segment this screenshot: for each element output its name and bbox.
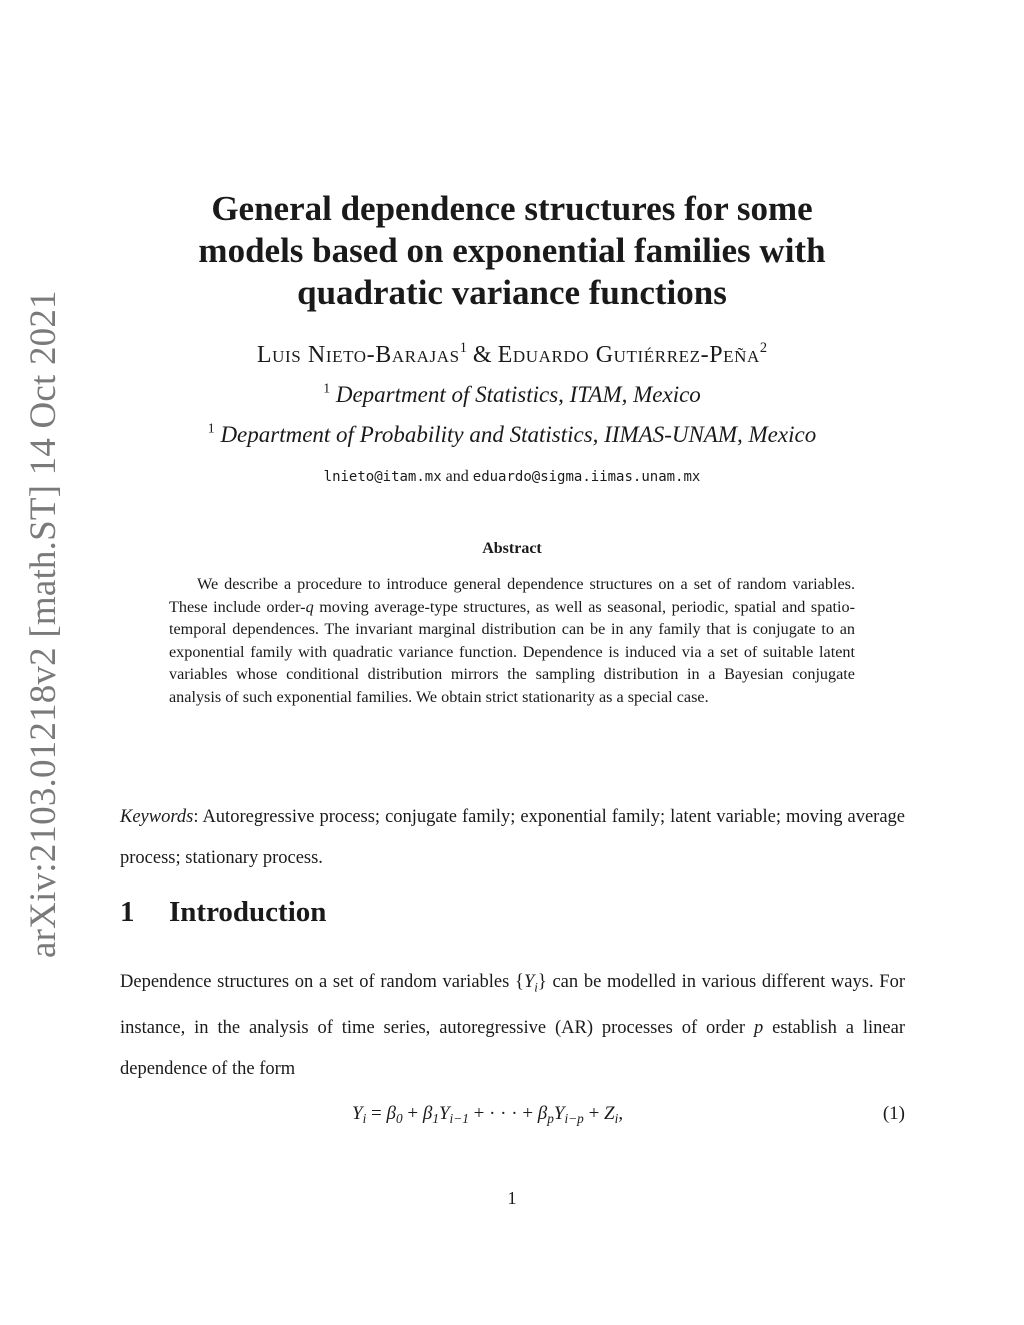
abstract-text: moving average-type structures, as well as seasonal, periodic, spatial and spatio-temporal dependences. The invariant marginal distribution can be in any family that is conjugate to an exponential family with quadratic variance function. Dependence is induced via a set of suitable latent variables whose conditional distribution mirrors the sampling distribution in a Bayesian conjugate analysis of such exponential families. We obtain strict stationarity as a special case. xyxy=(169,597,855,706)
affiliation-mark: 1 xyxy=(323,380,331,396)
equation-1 xyxy=(120,1103,905,1135)
abstract-text: We describe a procedure to introduce general dependence structures on a set of random variables. These include order- xyxy=(169,575,855,616)
equation-number: (1) xyxy=(882,1103,905,1124)
keywords-label: Keywords xyxy=(120,807,194,827)
title-line: quadratic variance functions xyxy=(297,273,727,312)
keywords-text: Autoregressive process; conjugate family; exponential family; latent variable; moving average process; stationary process. xyxy=(120,807,905,868)
section-title: Introduction xyxy=(169,896,327,928)
intro-text: Dependence structures on a set of random variables { xyxy=(120,972,524,992)
email-link[interactable]: eduardo@sigma.iimas.unam.mx xyxy=(472,469,701,485)
affiliation xyxy=(120,421,904,449)
math-symbol: Y xyxy=(523,972,535,992)
affiliation-text: Department of Statistics, ITAM, Mexico xyxy=(335,382,701,407)
title-line: models based on exponential families with xyxy=(198,231,826,270)
math-symbol: p xyxy=(753,1018,764,1039)
keywords xyxy=(120,797,905,879)
author-emails xyxy=(120,466,904,488)
math-subscript: i xyxy=(534,979,538,995)
arxiv-identifier[interactable]: arXiv:2103.01218v2 [math.ST] 14 Oct 2021 xyxy=(23,290,64,958)
abstract-heading: Abstract xyxy=(482,540,542,557)
intro-text: } can be modelled in various different ways. For instance, in the analysis of time series, autoregressive (AR) processes of order xyxy=(120,972,905,1039)
abstract-body xyxy=(169,573,855,709)
page-number: 1 xyxy=(507,1188,517,1208)
paper-title xyxy=(120,188,904,314)
author-name: Luis Nieto-Barajas xyxy=(256,342,460,368)
affiliation-text: Department of Probability and Statistics, IIMAS-UNAM, Mexico xyxy=(220,422,817,447)
equation-render: $Y_i = \beta_0 + \beta_1Y_{i-1}$ + · · · + $\beta_pY_{i-p} + Z_i$, xyxy=(352,1103,624,1126)
affiliation-mark: 1 xyxy=(207,420,215,436)
author-affiliation-mark: 1 xyxy=(459,339,467,356)
email-joiner: and xyxy=(441,468,473,485)
keywords-colon: : xyxy=(193,807,199,827)
equation-expression xyxy=(352,1103,623,1125)
author-joiner: & xyxy=(466,342,498,368)
section-heading xyxy=(120,896,326,929)
author-name: Eduardo Gutiérrez-Peña xyxy=(497,342,760,368)
email-link[interactable]: lnieto@itam.mx xyxy=(323,469,442,485)
math-symbol: q xyxy=(305,597,314,616)
author-affiliation-mark: 2 xyxy=(759,339,768,356)
affiliation xyxy=(120,381,904,409)
intro-paragraph xyxy=(120,962,905,1089)
author-line xyxy=(120,340,904,370)
intro-text: establish a linear dependence of the form xyxy=(120,1018,905,1079)
title-line: General dependence structures for some xyxy=(211,189,813,228)
section-number: 1 xyxy=(120,896,135,928)
